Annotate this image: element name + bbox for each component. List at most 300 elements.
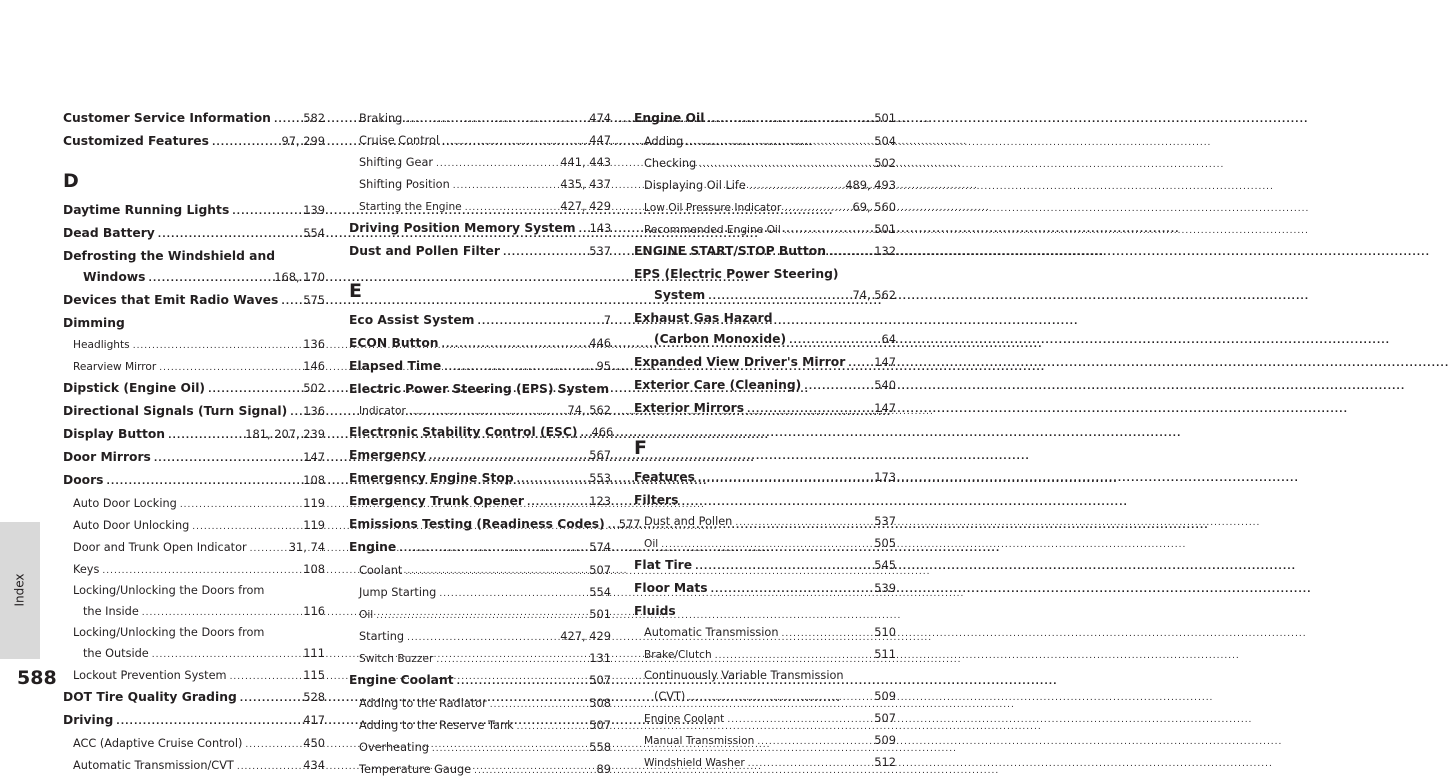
index-entry: [634, 601, 896, 622]
page-reference: 69, 560: [852, 200, 896, 214]
page-reference: 108: [303, 562, 325, 576]
entry-row: [349, 560, 611, 582]
entry-row: [634, 752, 896, 774]
entry-label: Windshield Washer: [644, 757, 745, 769]
entry-row: [349, 626, 611, 648]
page-reference: 447: [589, 133, 611, 147]
dot-leader: [399, 539, 586, 560]
page-reference: 507: [589, 563, 611, 577]
page-reference: 507: [589, 718, 611, 732]
entry-label: Driving Position Memory System: [349, 221, 576, 235]
index-entry: [634, 264, 896, 308]
index-letter-heading: F: [634, 437, 647, 459]
entry-label: Displaying Oil Life: [644, 179, 746, 192]
dot-leader: [748, 754, 872, 774]
entry-row: [63, 687, 325, 710]
page-reference: 143: [589, 221, 612, 235]
index-column-3: [634, 108, 896, 774]
index-entry: [349, 356, 611, 379]
entry-row: [63, 470, 325, 493]
page-reference: 119: [303, 518, 325, 532]
entry-label: ENGINE START/STOP Button: [634, 244, 827, 258]
entry-label: Locking/Unlocking the Doors from: [73, 584, 265, 597]
entry-label: Cruise Control: [359, 134, 440, 147]
page-reference: 31, 74: [288, 540, 325, 554]
index-entry: [63, 108, 325, 131]
entry-label: Manual Transmission: [644, 735, 755, 747]
entry-row: [63, 515, 325, 537]
entry-row: [634, 601, 896, 622]
page-reference: 123: [589, 494, 611, 508]
dot-leader: [478, 312, 601, 333]
dot-leader: [116, 712, 300, 733]
page-reference: 574: [589, 540, 611, 554]
page-reference: 512: [874, 755, 896, 769]
entry-row: [349, 152, 611, 174]
index-subentry: [63, 559, 325, 581]
dot-leader: [579, 220, 587, 241]
entry-row: [63, 424, 325, 447]
page-reference: 567: [589, 448, 611, 462]
entry-label: Recommended Engine Oil: [644, 224, 781, 236]
dot-leader: [804, 377, 871, 398]
dot-leader: [432, 739, 586, 759]
dot-leader: [848, 354, 871, 375]
page-reference: 511: [874, 647, 896, 661]
index-entry: [634, 375, 896, 398]
index-subentry: [634, 666, 896, 708]
dot-leader: [442, 335, 587, 356]
dot-leader: [133, 336, 301, 356]
index-entry: [634, 578, 896, 601]
entry-row: [349, 379, 611, 400]
dot-leader: [608, 516, 616, 537]
index-subentry: [63, 733, 325, 755]
entry-row: [63, 710, 325, 733]
entry-continuation: [63, 643, 325, 665]
entry-label-continued: the Inside: [83, 605, 139, 618]
dot-leader: [212, 133, 279, 154]
entry-row: [634, 398, 896, 421]
entry-label: Electronic Stability Control (ESC): [349, 425, 578, 439]
dot-leader: [158, 225, 300, 246]
page-reference: 582: [303, 111, 325, 125]
index-subentry: [634, 511, 896, 533]
dot-leader: [439, 584, 586, 604]
page-reference: 507: [589, 673, 611, 687]
entry-row: [63, 755, 325, 777]
page-reference: 168, 170: [274, 270, 325, 284]
entry-row: [634, 533, 896, 555]
dot-leader: [405, 562, 586, 582]
entry-label: Engine Coolant: [349, 673, 454, 687]
entry-row: [634, 108, 896, 131]
entry-row: [349, 422, 614, 445]
entry-label: Starting the Engine: [359, 201, 462, 213]
entry-row: [63, 378, 325, 401]
index-entry: [634, 398, 896, 421]
entry-row: [63, 537, 325, 559]
dot-leader: [707, 110, 871, 131]
index-entry: [63, 290, 325, 313]
index-entry: [634, 108, 896, 131]
index-subentry: [634, 197, 896, 219]
entry-row: [634, 622, 896, 644]
page-reference: 136: [303, 337, 325, 351]
entry-label: EPS (Electric Power Steering): [634, 267, 839, 281]
dot-leader: [457, 672, 587, 693]
entry-label: Defrosting the Windshield and: [63, 249, 276, 263]
index-letter-heading: E: [349, 280, 362, 302]
dot-leader: [148, 269, 271, 290]
entry-label: Elapsed Time: [349, 359, 442, 373]
page-reference: 441, 443: [560, 155, 611, 169]
dot-leader: [727, 710, 871, 730]
entry-row: [349, 174, 611, 196]
entry-label: Flat Tire: [634, 558, 693, 572]
page-number: 588: [17, 667, 57, 689]
entry-label: Customized Features: [63, 134, 209, 148]
entry-row: [634, 153, 896, 175]
entry-continuation: [634, 686, 896, 708]
entry-label: Dimming: [63, 316, 125, 330]
page-reference: 64: [881, 332, 896, 346]
index-subentry: [63, 665, 325, 687]
entry-row: [634, 197, 896, 219]
dot-leader: [159, 358, 300, 378]
entry-row: [63, 401, 325, 424]
entry-label: DOT Tire Quality Grading: [63, 690, 237, 704]
page-reference: 97, 299: [281, 134, 325, 148]
entry-label: Floor Mats: [634, 581, 708, 595]
index-entry: [63, 200, 325, 223]
index-subentry: [349, 560, 611, 582]
page-reference: 540: [874, 378, 896, 392]
entry-label: Door Mirrors: [63, 450, 151, 464]
dot-leader: [232, 202, 300, 223]
entry-row: [634, 578, 896, 601]
entry-label: Jump Starting: [359, 586, 437, 599]
page-reference: 501: [874, 222, 896, 236]
dot-leader: [715, 646, 872, 666]
entry-row: [349, 648, 611, 670]
entry-row: [634, 241, 896, 264]
page-reference: 146: [303, 359, 325, 373]
entry-label: Brake/Clutch: [644, 649, 712, 661]
dot-leader: [782, 624, 872, 644]
index-subentry: [349, 174, 611, 196]
page-reference: 136: [303, 404, 325, 418]
index-entry: [63, 313, 325, 334]
index-subentry: [634, 131, 896, 153]
entry-row: [349, 108, 611, 130]
entry-row: [63, 733, 325, 755]
entry-label: Indicator: [359, 405, 406, 417]
dot-leader: [436, 650, 586, 670]
entry-row: [634, 555, 896, 578]
index-subentry: [634, 219, 896, 241]
index-subentry: [63, 493, 325, 515]
dot-leader: [442, 132, 586, 152]
entry-label: Lockout Prevention System: [73, 669, 227, 682]
page-reference: 539: [874, 581, 896, 595]
entry-row: [349, 130, 611, 152]
entry-label: Rearview Mirror: [73, 361, 157, 373]
index-column-2: [349, 108, 641, 781]
entry-label: Emissions Testing (Readiness Codes): [349, 517, 605, 531]
page-reference: 577: [618, 517, 641, 531]
dot-leader: [405, 110, 586, 130]
page-reference: 147: [303, 450, 325, 464]
page-reference: 502: [303, 381, 325, 395]
index-subentry: [634, 533, 896, 555]
entry-label: Adding to the Reserve Tank: [359, 719, 514, 732]
entry-label: Dead Battery: [63, 226, 155, 240]
page-reference: 446: [589, 336, 611, 350]
page-reference: 450: [303, 736, 325, 750]
entry-label: Engine Oil: [634, 111, 705, 125]
entry-label: Devices that Emit Radio Waves: [63, 293, 279, 307]
entry-row: [63, 447, 325, 470]
page-reference: 507: [874, 711, 896, 725]
index-subentry: [63, 581, 325, 623]
entry-continuation: [63, 267, 325, 290]
page-reference: 554: [589, 585, 611, 599]
dot-leader: [154, 449, 300, 470]
index-subentry: [634, 622, 896, 644]
entry-label: Automatic Transmission: [644, 626, 779, 639]
entry-row: [63, 200, 325, 223]
dot-leader: [237, 757, 300, 777]
entry-label: Headlights: [73, 339, 130, 351]
page-reference: 89: [596, 762, 611, 776]
page-reference: 111: [303, 646, 325, 660]
dot-leader: [245, 735, 300, 755]
entry-label: Coolant: [359, 564, 403, 577]
dot-leader: [747, 400, 871, 421]
dot-leader: [695, 557, 871, 578]
dot-leader: [230, 667, 301, 687]
entry-row: [634, 467, 896, 490]
entry-row: [63, 290, 325, 313]
page-reference: 108: [303, 473, 325, 487]
entry-label: Engine Coolant: [644, 713, 725, 725]
page-reference: 181, 207, 239: [245, 427, 325, 441]
entry-label-continued: Windows: [83, 270, 146, 284]
entry-label: Adding: [644, 135, 684, 148]
entry-label: Door and Trunk Open Indicator: [73, 541, 247, 554]
entry-row: [349, 670, 611, 693]
entry-row: [634, 730, 896, 752]
entry-continuation: [634, 285, 896, 308]
page-reference: 115: [303, 668, 325, 682]
entry-row: [349, 468, 611, 491]
page-reference: 509: [874, 733, 896, 747]
dot-leader: [735, 513, 871, 533]
index-entry: [349, 468, 611, 491]
entry-label: Display Button: [63, 427, 166, 441]
entry-row: [349, 333, 611, 356]
index-entry: [63, 246, 325, 290]
entry-label: Oil: [644, 538, 659, 550]
index-subentry: [63, 537, 325, 559]
page-reference: 116: [303, 604, 325, 618]
entry-row: [349, 759, 611, 781]
dot-leader: [527, 493, 586, 514]
dot-leader: [503, 243, 586, 264]
index-subentry: [349, 759, 611, 781]
page-reference: 435, 437: [560, 177, 611, 191]
dot-leader: [661, 535, 871, 555]
entry-label: Exterior Mirrors: [634, 401, 745, 415]
index-subentry: [349, 715, 611, 737]
entry-row: [349, 604, 611, 626]
entry-label: Temperature Gauge: [359, 763, 472, 776]
entry-label: Electric Power Steering (EPS) System: [349, 382, 610, 396]
index-entry: [63, 378, 325, 401]
index-subentry: [634, 708, 896, 730]
entry-label: Dipstick (Engine Oil): [63, 381, 206, 395]
entry-row: [63, 493, 325, 515]
entry-row: [349, 693, 611, 715]
index-subentry: [349, 582, 611, 604]
section-tab-text: Index: [13, 573, 28, 607]
entry-label: Dust and Pollen Filter: [349, 244, 500, 258]
page-reference: 119: [303, 496, 325, 510]
dot-leader: [698, 469, 871, 490]
dot-leader: [274, 110, 300, 131]
page-reference: 554: [303, 226, 325, 240]
entry-row: [63, 131, 325, 154]
index-subentry: [63, 515, 325, 537]
index-subentry: [634, 175, 896, 197]
page-reference: 147: [874, 401, 896, 415]
page-reference: 489, 493: [845, 178, 896, 192]
page-reference: 553: [589, 471, 611, 485]
index-subentry: [634, 752, 896, 774]
entry-row: [63, 665, 325, 687]
index-entry: [349, 218, 611, 241]
entry-row: [349, 514, 641, 537]
page-reference: 139: [303, 203, 325, 217]
entry-label-continued: (CVT): [654, 690, 686, 703]
index-entry: [349, 310, 611, 333]
page-reference: 509: [874, 689, 896, 703]
page-reference: 474: [589, 111, 611, 125]
dot-leader: [757, 732, 871, 752]
index-subentry: [349, 196, 611, 218]
index-subentry: [63, 356, 325, 378]
index-entry: [63, 687, 325, 710]
page-reference: 508: [589, 696, 611, 710]
index-subentry: [634, 153, 896, 175]
entry-row: [634, 511, 896, 533]
dot-leader: [208, 380, 300, 401]
dot-leader: [192, 517, 300, 537]
entry-label: Exhaust Gas Hazard: [634, 311, 773, 325]
page-reference: 537: [589, 244, 611, 258]
dot-leader: [453, 176, 558, 196]
index-entry: [634, 308, 896, 352]
entry-row: [63, 334, 325, 356]
page-reference: 504: [874, 134, 896, 148]
entry-row: [63, 223, 325, 246]
entry-label: Exterior Care (Cleaning): [634, 378, 802, 392]
dot-leader: [711, 580, 872, 601]
entry-row: [63, 356, 325, 378]
index-section-label: [5, 560, 35, 620]
dot-leader: [789, 331, 878, 352]
page-reference: 558: [589, 740, 611, 754]
dot-leader: [152, 645, 300, 665]
entry-row: [634, 219, 896, 241]
index-entry: [63, 424, 325, 447]
entry-row: [349, 356, 611, 379]
index-subentry: [349, 648, 611, 670]
entry-row: [349, 582, 611, 604]
entry-row: [634, 352, 896, 375]
index-entry: [349, 445, 611, 468]
dot-leader: [281, 292, 300, 313]
entry-label: Features: [634, 470, 695, 484]
page-reference: 545: [874, 558, 896, 572]
page-reference: 502: [874, 156, 896, 170]
entry-row: [63, 313, 325, 334]
index-subentry: [634, 644, 896, 666]
entry-label: Engine: [349, 540, 397, 554]
dot-leader: [699, 155, 871, 175]
entry-continuation: [63, 601, 325, 623]
entry-continuation: [634, 329, 896, 352]
dot-leader: [688, 688, 871, 708]
page-reference: 427, 429: [560, 629, 611, 643]
entry-label: Auto Door Unlocking: [73, 519, 190, 532]
entry-label: Oil: [359, 609, 374, 621]
dot-leader: [708, 287, 849, 308]
entry-label: Overheating: [359, 741, 429, 754]
entry-label: Shifting Gear: [359, 156, 434, 169]
dot-leader: [749, 177, 842, 197]
entry-label: Emergency Engine Stop: [349, 471, 514, 485]
entry-row: [634, 175, 896, 197]
dot-leader: [250, 539, 286, 559]
dot-leader: [490, 695, 587, 715]
page-reference: 417: [303, 713, 325, 727]
page-reference: 575: [303, 293, 325, 307]
entry-label-continued: System: [654, 288, 706, 302]
index-entry: [634, 490, 896, 511]
index-entry: [349, 379, 611, 400]
entry-label: Checking: [644, 157, 697, 170]
entry-label: Auto Door Locking: [73, 497, 177, 510]
entry-row: [63, 559, 325, 581]
dot-leader: [784, 199, 849, 219]
index-subentry: [349, 108, 611, 130]
dot-leader: [168, 426, 242, 447]
page-reference: 132: [874, 244, 896, 258]
dot-leader: [580, 424, 588, 445]
page-reference: 528: [303, 690, 325, 704]
entry-label: Braking: [359, 112, 403, 125]
dot-leader: [444, 358, 593, 379]
entry-label: Emergency Trunk Opener: [349, 494, 524, 508]
index-subentry: [634, 730, 896, 752]
page-reference: 427, 429: [560, 199, 611, 213]
page-reference: 74, 562: [852, 288, 896, 302]
entry-row: [349, 491, 611, 514]
entry-row: [349, 241, 611, 264]
page-reference: 501: [589, 607, 611, 621]
